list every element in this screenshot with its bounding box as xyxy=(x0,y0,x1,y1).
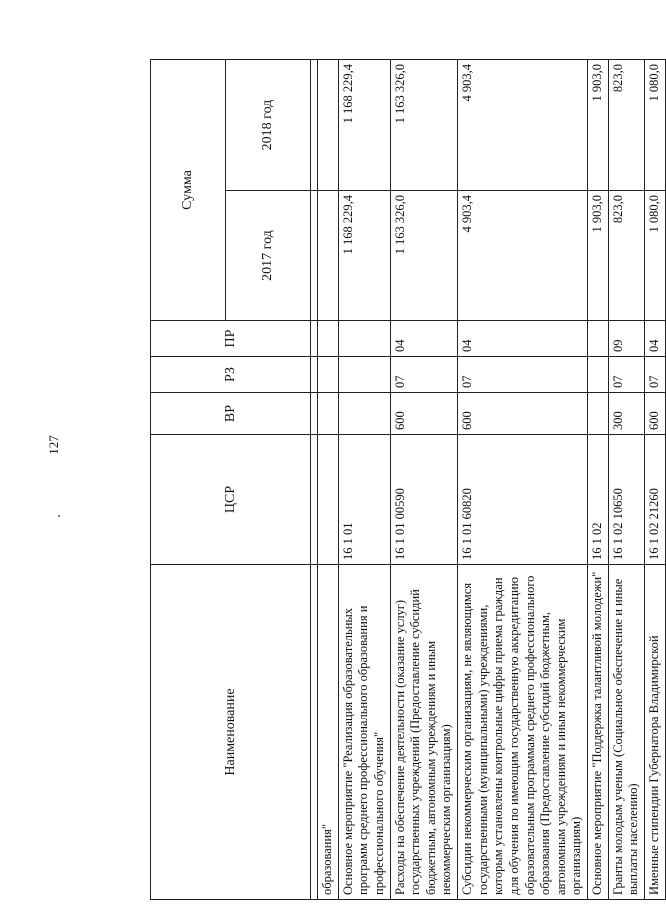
table-body xyxy=(318,60,666,900)
cell-name: Субсидии некоммерческим организациям, не являющимся государственными (муниципальными) учреждениями, которым установлены контрольные цифры приема граждан для обучения по имеющим государственную аккредитацию образовательным программам среднего профессионального образования (Предоставление субсидий бюджетным, автономным учреждениям и иным некоммерческим организациям) xyxy=(458,565,588,900)
cell-2017 xyxy=(318,191,339,321)
header-2017: 2017 год xyxy=(226,191,311,321)
cell-vr: 600 xyxy=(644,393,665,435)
cell-csr xyxy=(318,435,339,565)
cell-rz xyxy=(318,357,339,393)
header-vr: ВР xyxy=(151,393,311,435)
table-row xyxy=(588,60,609,900)
table-row xyxy=(608,60,644,900)
cell-2017: 1 163 326,0 xyxy=(390,191,458,321)
cell-2018: 1 168 229,4 xyxy=(338,60,390,191)
spacer-cell xyxy=(311,60,318,191)
cell-csr: 16 1 01 xyxy=(338,435,390,565)
spacer-cell xyxy=(311,565,318,900)
cell-vr: 600 xyxy=(458,393,588,435)
cell-pr xyxy=(318,321,339,357)
cell-vr: 300 xyxy=(608,393,644,435)
cell-2018: 1 163 326,0 xyxy=(390,60,458,191)
cell-pr xyxy=(338,321,390,357)
header-rz: РЗ xyxy=(151,357,311,393)
header-name: Наименование xyxy=(151,565,311,900)
spacer-cell xyxy=(311,191,318,321)
cell-2017: 1 168 229,4 xyxy=(338,191,390,321)
spacer-cell xyxy=(311,393,318,435)
spacer-cell xyxy=(311,435,318,565)
page-number: 127 xyxy=(45,435,61,455)
cell-pr: 04 xyxy=(644,321,665,357)
cell-csr: 16 1 02 21260 xyxy=(644,435,665,565)
cell-vr: 600 xyxy=(390,393,458,435)
cell-csr: 16 1 01 00590 xyxy=(390,435,458,565)
cell-2018: 4 903,4 xyxy=(458,60,588,191)
cell-2017: 1 903,0 xyxy=(588,191,609,321)
cell-rz xyxy=(588,357,609,393)
cell-name: Гранты молодым ученым (Социальное обеспечение и иные выплаты населению) xyxy=(608,565,644,900)
cell-2017: 1 080,0 xyxy=(644,191,665,321)
spacer-cell xyxy=(311,321,318,357)
cell-rz: 07 xyxy=(608,357,644,393)
cell-csr: 16 1 02 xyxy=(588,435,609,565)
cell-rz: 07 xyxy=(644,357,665,393)
cell-pr: 09 xyxy=(608,321,644,357)
header-csr: ЦСР xyxy=(151,435,311,565)
cell-2018: 1 080,0 xyxy=(644,60,665,191)
cell-name: Расходы на обеспечение деятельности (оказание услуг) государственных учреждений (Предоставление субсидий бюджетным, автономным учреждениям и иным некоммерческим организациям) xyxy=(390,565,458,900)
header-pr: ПР xyxy=(151,321,311,357)
cell-2018 xyxy=(318,60,339,191)
header-sum: Сумма xyxy=(151,60,226,321)
table-row xyxy=(338,60,390,900)
spacer-cell xyxy=(311,357,318,393)
rotated-table-frame xyxy=(150,60,661,900)
cell-csr: 16 1 02 10650 xyxy=(608,435,644,565)
cell-csr: 16 1 01 60820 xyxy=(458,435,588,565)
cell-2017: 4 903,4 xyxy=(458,191,588,321)
header-2018: 2018 год xyxy=(226,60,311,191)
cell-vr xyxy=(318,393,339,435)
cell-vr xyxy=(588,393,609,435)
budget-table xyxy=(150,59,666,900)
cell-name: Именные стипендии Губернатора Владимирской xyxy=(644,565,665,900)
cell-pr: 04 xyxy=(390,321,458,357)
table-row xyxy=(390,60,458,900)
cell-pr xyxy=(588,321,609,357)
cell-rz: 07 xyxy=(390,357,458,393)
cell-name: образования" xyxy=(318,565,339,900)
table-row xyxy=(458,60,588,900)
cell-pr: 04 xyxy=(458,321,588,357)
cell-2017: 823,0 xyxy=(608,191,644,321)
table-container xyxy=(150,60,661,900)
cell-name: Основное мероприятие "Поддержка талантливой молодежи" xyxy=(588,565,609,900)
cell-rz xyxy=(338,357,390,393)
cell-vr xyxy=(338,393,390,435)
cell-rz: 07 xyxy=(458,357,588,393)
table-row xyxy=(644,60,665,900)
table-row xyxy=(318,60,339,900)
cell-name: Основное мероприятие "Реализация образовательных программ среднего профессионального образования и профессионального обучения" xyxy=(338,565,390,900)
scan-speck xyxy=(58,515,60,517)
cell-2018: 823,0 xyxy=(608,60,644,191)
cell-2018: 1 903,0 xyxy=(588,60,609,191)
